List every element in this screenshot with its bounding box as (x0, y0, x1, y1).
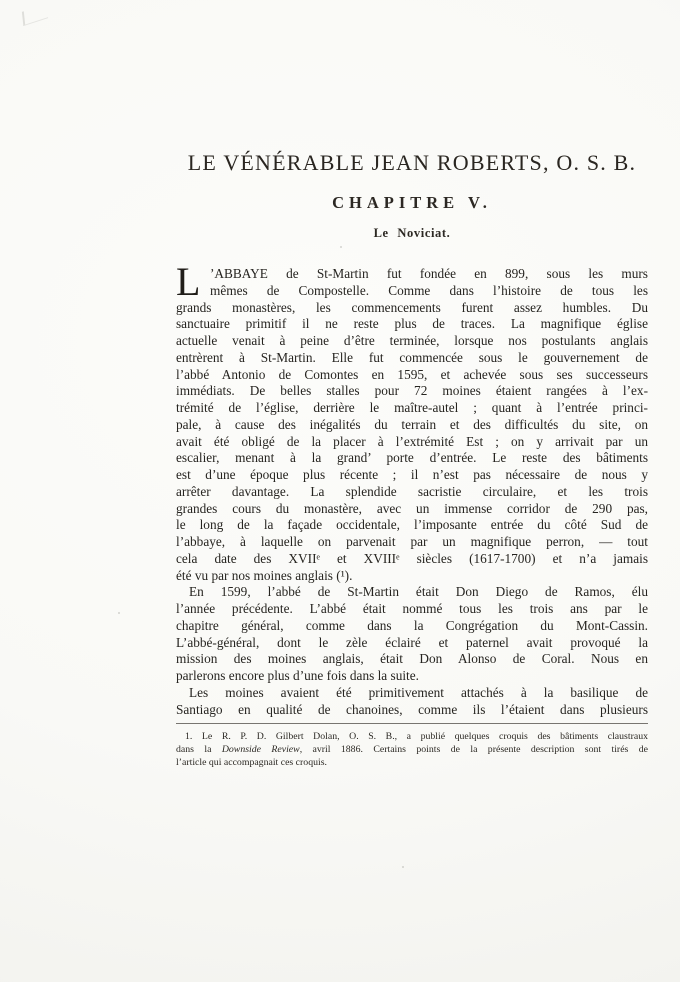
chapter-heading: CHAPITRE V. (332, 193, 492, 212)
scan-speck (340, 246, 342, 248)
text-line: avait été obligé de la placer à l’extrémité Est ; on y arrivait par un (176, 433, 648, 449)
text-line: actuelle venait à peine d’être terminée, lorsque nos postulants anglais (176, 333, 648, 348)
section-heading: Le Noviciat. (373, 226, 451, 240)
text-line: entrèrent à St-Martin. Elle fut commencée sous le gouvernement de (176, 349, 648, 365)
text-line: escalier, menant à la grand’ porte d’entrée. Le reste des bâtiments (176, 450, 648, 466)
text-line: grands monastères, les commencements furent assez humbles. Du (176, 299, 648, 315)
text-line: Les moines avaient été primitivement attachés à la basilique de (189, 684, 648, 700)
text-line: L’abbé-général, dont le zèle éclairé et paternel avait provoqué la (176, 634, 648, 650)
footnote-journal-title: Downside Review (221, 744, 300, 755)
footnote-line: 1. Le R. P. D. Gilbert Dolan, O. S. B., a publié quelques croquis des bâtiments claustraux (185, 731, 648, 742)
text-line: arrêter davantage. La splendide sacristie circulaire, et les trois (176, 483, 648, 499)
text-column (176, 150, 648, 768)
footnote-divider (176, 723, 648, 724)
text-line: l’abbé Antonio de Comontes en 1595, et achevée sous ses successeurs (176, 366, 648, 382)
text-line: trémité de l’église, derrière le maître-autel ; quant à l’entrée princi- (176, 400, 648, 415)
text-line: Santiago en qualité de chanoines, comme ils l’étaient dans plusieurs (176, 701, 648, 717)
text-line: sanctuaire primitif il ne reste plus de traces. La magnifique église (176, 316, 648, 332)
text-line: cela date des XVIIᵉ et XVIIIᵉ siècles (1617-1700) et n’a jamais (176, 550, 648, 566)
paragraph-2 (176, 584, 648, 685)
footnote-text: dans la (176, 744, 222, 755)
text-line: immédiats. De belles stalles pour 72 moines étaient rangées à l’ex- (176, 383, 648, 399)
scan-speck (402, 866, 404, 868)
body-text (176, 259, 648, 718)
text-line: parlerons encore plus d’une fois dans la suite. (176, 668, 419, 683)
scan-artifact (22, 4, 48, 26)
paragraph-3 (176, 685, 648, 719)
text-line: l’abbaye, à laquelle on parvenait par un magnifique perron, — tout (176, 534, 648, 549)
text-line: ’ABBAYE de St-Martin fut fondée en 899, sous les murs (210, 266, 648, 281)
text-line: été vu par nos moines anglais (¹). (176, 567, 353, 583)
footnote-line (176, 743, 648, 756)
footnote-text: , avril 1886. Certains points de la présente description sont tirés de (299, 744, 648, 755)
footnote-line: l’article qui accompagnait ces croquis. (176, 757, 327, 768)
paragraph-1 (176, 259, 648, 584)
page-title: LE VÉNÉRABLE JEAN ROBERTS, O. S. B. (187, 150, 637, 175)
text-line: l’année précédente. L’abbé était nommé tous les trois ans par le (176, 601, 648, 616)
text-line: chapitre général, comme dans la Congrégation du Mont-Cassin. (176, 617, 648, 633)
scan-speck (118, 612, 120, 614)
footnote (176, 723, 648, 769)
text-line: est d’une époque plus récente ; il n’est pas nécessaire de nous y (176, 467, 648, 482)
text-line: pale, à cause des inégalités du terrain et des difficultés du site, on (176, 416, 648, 432)
text-line: En 1599, l’abbé de St-Martin était Don Diego de Ramos, élu (189, 584, 648, 600)
text-line: mêmes de Compostelle. Comme dans l’histoire de tous les (210, 282, 648, 298)
drop-cap-initial: L (176, 259, 201, 304)
text-line: mission des moines anglais, était Don Alonso de Coral. Nous en (176, 651, 648, 667)
text-line: grandes cours du monastère, avec un immense corridor de 290 pas, (176, 500, 648, 516)
text-line: le long de la façade occidentale, l’imposante entrée du côté Sud de (176, 517, 648, 533)
